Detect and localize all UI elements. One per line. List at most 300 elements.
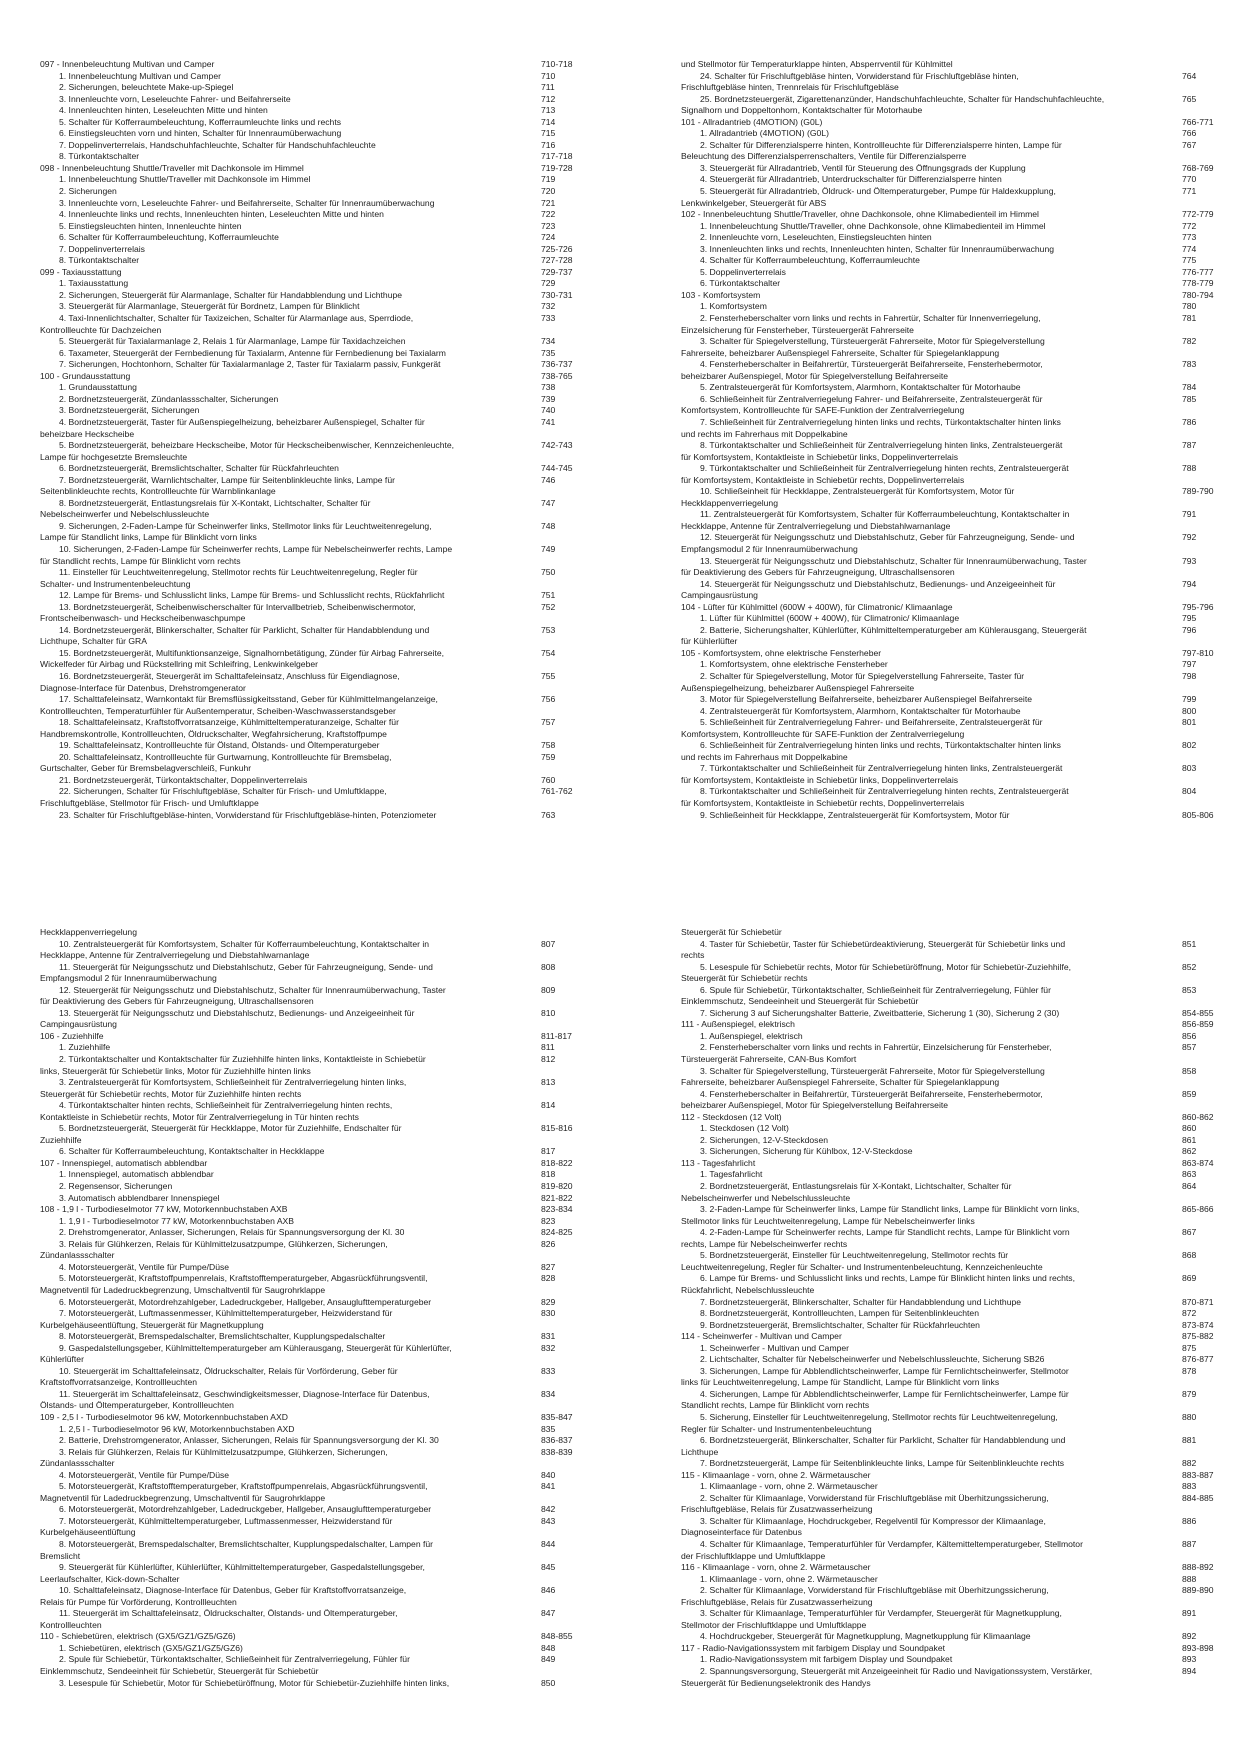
index-page-number: 873-874: [1182, 1319, 1214, 1330]
index-entry: [681, 267, 1226, 279]
index-entry-title: 13. Bordnetzsteuergerät, Scheibenwischerschalter für Intervallbetrieb, Scheibenwischermotor,: [59, 601, 416, 612]
index-section-heading: [681, 602, 1226, 614]
index-entry-continuation: [40, 1019, 585, 1031]
index-entry: [40, 221, 585, 233]
index-entry-continuation: [40, 486, 585, 498]
index-page-number: 742-743: [541, 440, 573, 451]
index-page-number: 773: [1182, 232, 1197, 243]
index-entry-title: 2. Bordnetzsteuergerät, Entlastungsrelais für X-Kontakt, Lichtschalter, Schalter für: [700, 1181, 1012, 1192]
index-entry-title: 1. Zuziehhilfe: [59, 1042, 111, 1053]
index-entry-continuation: [681, 325, 1226, 337]
index-entry: [40, 1447, 585, 1459]
index-page-number: 841: [541, 1481, 556, 1492]
index-page-number: 781: [1182, 313, 1197, 324]
index-page-number: 830: [541, 1308, 556, 1319]
index-entry: [681, 1169, 1226, 1181]
index-entry-title: 1. Scheinwerfer - Multivan und Camper: [700, 1342, 850, 1353]
index-entry: [40, 717, 585, 729]
index-entry-title: 1. Tagesfahrlicht: [700, 1169, 763, 1180]
index-entry-title: 17. Schalttafeleinsatz, Warnkontakt für Bremsflüssigkeitsstand, Geber für Kühlmittelmangelanzeige,: [59, 694, 438, 705]
index-section-heading: [681, 209, 1226, 221]
index-entry: [681, 359, 1226, 371]
index-page-number: 844: [541, 1538, 556, 1549]
index-page-number: 738: [541, 382, 556, 393]
index-entry-title: 4. Schalter für Kofferraumbeleuchtung, Kofferraumleuchte: [700, 255, 920, 266]
index-entry-continuation: [40, 950, 585, 962]
index-page-number: 819-820: [541, 1181, 573, 1192]
index-entry-title: 117 - Radio-Navigationssystem mit farbigem Display und Soundpaket: [681, 1642, 945, 1653]
index-entry-title: 11. Steuergerät für Neigungsschutz und Diebstahlschutz, Geber für Fahrzeugneigung, Sende- und: [59, 961, 433, 972]
index-entry-title: 10. Schließeinheit für Heckklappe, Zentralsteuergerät für Komfortsystem, Motor für: [700, 486, 1015, 497]
index-entry-title: beheizbarer Außenspiegel, Motor für Spiegelverstellung Beifahrerseite: [681, 370, 949, 381]
index-entry-continuation: [681, 1077, 1226, 1089]
index-page-number: 780-794: [1182, 289, 1214, 300]
index-entry-title: 5. Steuergerät für Taxialarmanlage 2, Relais 1 für Alarmanlage, Lampe für Taxidachzeichen: [59, 336, 406, 347]
index-entry: [40, 255, 585, 267]
index-entry: [40, 1608, 585, 1620]
index-entry-continuation: [40, 729, 585, 741]
index-page-number: 720: [541, 186, 556, 197]
index-entry-title: 2. Batterie, Sicherungshalter, Kühlerlüfter, Kühlmitteltemperaturgeber am Kühlerausgang, Steuergerät: [700, 624, 1087, 635]
index-page-number: 858: [1182, 1065, 1197, 1076]
index-page-number: 744-745: [541, 463, 573, 474]
index-entry-title: 5. Schalter für Kofferraumbeleuchtung, Kofferraumleuchte links und rechts: [59, 116, 341, 127]
index-page-number: 867: [1182, 1227, 1197, 1238]
index-entry: [40, 1239, 585, 1251]
index-section-heading: [681, 1158, 1226, 1170]
index-entry: [681, 613, 1226, 625]
index-page-number: 845: [541, 1562, 556, 1573]
index-entry-continuation: [40, 659, 585, 671]
index-entry-continuation: [40, 613, 585, 625]
index-page-number: 893-898: [1182, 1642, 1214, 1653]
index-page-number: 892: [1182, 1631, 1197, 1642]
index-entry-title: 9. Gaspedalstellungsgeber, Kühlmitteltemperaturgeber am Kühlerausgang, Steuergerät für Kühlerlüfter,: [59, 1342, 452, 1353]
index-column-top-right: [681, 59, 1226, 821]
index-entry: [40, 775, 585, 787]
index-page-number: 882: [1182, 1458, 1197, 1469]
index-page-number: 857: [1182, 1042, 1197, 1053]
index-entry-title: 6. Schalter für Kofferraumbeleuchtung, Kontaktschalter in Heckklappe: [59, 1146, 325, 1157]
index-entry: [40, 71, 585, 83]
index-entry-title: 5. Steuergerät für Allradantrieb, Öldruck- und Öltemperaturgeber, Pumpe für Haldexkupplung,: [700, 186, 1056, 197]
index-entry-continuation: [40, 1527, 585, 1539]
index-entry: [681, 1042, 1226, 1054]
index-entry-title: 2. Spule für Schiebetür, Türkontaktschalter, Schließeinheit für Zentralverriegelung, Fühler für: [59, 1654, 410, 1665]
index-entry: [40, 1643, 585, 1655]
index-page-number: 835-847: [541, 1411, 573, 1422]
index-page-number: 784: [1182, 382, 1197, 393]
index-entry-continuation: [681, 996, 1226, 1008]
index-entry-title: Außenspiegelheizung, beheizbarer Außenspiegel Fahrerseite: [681, 682, 915, 693]
index-column-bottom-right: [681, 927, 1226, 1689]
index-entry-title: und rechts im Fahrerhaus mit Doppelkabine: [681, 428, 848, 439]
index-page-number: 807: [541, 938, 556, 949]
index-entry-title: 1. Taxiausstattung: [59, 278, 129, 289]
index-entry: [681, 1631, 1226, 1643]
index-entry: [681, 556, 1226, 568]
index-entry-title: 7. Sicherungen, Hochtonhorn, Schalter für Taxialarmanlage 2, Taster für Taxialarm passiv, Funkgerät: [59, 359, 441, 370]
index-entry-title: 113 - Tagesfahrlicht: [681, 1157, 756, 1168]
index-entry-continuation: [681, 950, 1226, 962]
index-page-number: 748: [541, 520, 556, 531]
index-entry-title: Komfortsystem, Kontrollleuchte für SAFE-Funktion der Zentralverriegelung: [681, 405, 965, 416]
index-page-number: 756: [541, 694, 556, 705]
index-entry-title: 7. Motorsteuergerät, Kühlmitteltemperaturgeber, Luftmassenmesser, Heizwiderstand für: [59, 1515, 393, 1526]
index-entry-continuation: [40, 509, 585, 521]
index-entry: [40, 405, 585, 417]
index-entry: [40, 962, 585, 974]
index-page-number: 740: [541, 405, 556, 416]
index-page-number: 804: [1182, 786, 1197, 797]
index-entry-title: 6. Schalter für Kofferraumbeleuchtung, Kofferraumleuchte: [59, 232, 279, 243]
index-entry: [681, 706, 1226, 718]
index-entry: [40, 1273, 585, 1285]
index-entry: [40, 1654, 585, 1666]
index-entry-title: Kurbelgehäuseentlüftung: [40, 1527, 136, 1538]
index-entry-title: für Kühlerlüfter: [681, 636, 738, 647]
index-entry-title: 21. Bordnetzsteuergerät, Türkontaktschalter, Doppelinverterrelais: [59, 774, 308, 785]
index-entry-title: 12. Steuergerät für Neigungsschutz und Diebstahlschutz, Schalter für Innenraumüberwachung, Taster: [59, 984, 446, 995]
index-entry-title: Heckklappe, Antenne für Zentralverriegelung und Diebstahlwarnanlage: [681, 520, 951, 531]
index-entry: [681, 962, 1226, 974]
index-entry-title: 7. Sicherung 3 auf Sicherungshalter Batterie, Zweitbatterie, Sicherung 1 (30), Sicherung 2 (30): [700, 1007, 1060, 1018]
index-page-number: 759: [541, 751, 556, 762]
index-entry-title: Leuchtweitenregelung, Regler für Schalter- und Instrumentenbeleuchtung, Kennzeichenleuchte: [681, 1261, 1043, 1272]
index-entry-title: Heckklappenverriegelung: [40, 927, 137, 937]
index-entry: [40, 1193, 585, 1205]
index-page-number: 710: [541, 70, 556, 81]
index-entry-continuation: [681, 1527, 1226, 1539]
index-entry: [681, 336, 1226, 348]
index-page-number: 719-728: [541, 162, 573, 173]
index-entry-continuation: [681, 1424, 1226, 1436]
index-entry: [681, 1031, 1226, 1043]
index-entry: [681, 94, 1226, 106]
index-entry-title: 1. Grundausstattung: [59, 382, 137, 393]
index-entry: [681, 1135, 1226, 1147]
index-page-number: 842: [541, 1504, 556, 1515]
index-page-number: 719: [541, 174, 556, 185]
index-entry-continuation: [681, 475, 1226, 487]
index-page-number: 721: [541, 197, 556, 208]
index-entry-title: Kühlerlüfter: [40, 1354, 84, 1365]
index-entry-title: Kurbelgehäuseentlüftung, Steuergerät für Magnetkupplung: [40, 1319, 264, 1330]
index-entry-title: Lichthupe: [681, 1446, 719, 1457]
index-page-number: 747: [541, 497, 556, 508]
index-entry-title: 2. Schalter für Klimaanlage, Vorwiderstand für Frischluftgebläse mit Überhitzungssicherung,: [700, 1585, 1049, 1596]
index-entry-continuation: [40, 1458, 585, 1470]
index-section-heading: [40, 1412, 585, 1424]
index-entry-title: 5. Bordnetzsteuergerät, beheizbare Heckscheibe, Motor für Heckscheibenwischer, Kennzeichenleuchte,: [59, 440, 455, 451]
index-entry-continuation: [681, 636, 1226, 648]
index-entry-title: Stellmotor der Frischluftklappe und Umluftklappe: [681, 1619, 867, 1630]
index-entry-title: 6. Lampe für Brems- und Schlusslicht links und rechts, Lampe für Blinklicht hinten links und rechts,: [700, 1273, 1075, 1284]
index-entry-title: für Komfortsystem, Kontaktleiste in Schiebetür rechts, Doppelinverterrelais: [681, 798, 965, 808]
index-page-number: 814: [541, 1100, 556, 1111]
index-entry-title: 1. Komfortsystem: [700, 301, 767, 312]
index-page-number: 863: [1182, 1169, 1197, 1180]
index-entry-title: 3. Innenleuchten links und rechts, Innenleuchten hinten, Schalter für Innenraumüberwachung: [700, 243, 1055, 254]
index-entry-title: 8. Türkontaktschalter und Schließeinheit für Zentralverriegelung hinten links, Zentralsteuergerät: [700, 440, 1063, 451]
index-entry-title: 2. Schalter für Klimaanlage, Vorwiderstand für Frischluftgebläse mit Überhitzungssicherung,: [700, 1492, 1049, 1503]
index-page-number: 852: [1182, 961, 1197, 972]
index-entry: [681, 1366, 1226, 1378]
index-entry-continuation: [681, 1504, 1226, 1516]
index-entry-continuation: [40, 1493, 585, 1505]
index-entry-title: 1. Komfortsystem, ohne elektrische Fensterheber: [700, 659, 888, 670]
index-entry-title: für Komfortsystem, Kontaktleiste in Schiebetür links, Doppelinverterrelais: [681, 451, 959, 462]
index-page-number: 732: [541, 301, 556, 312]
index-entry-title: Komfortsystem, Kontrollleuchte für SAFE-Funktion der Zentralverriegelung: [681, 728, 965, 739]
index-entry-title: Einklemmschutz, Sendeeinheit für Schiebetür, Steuergerät für Schiebetür: [40, 1666, 319, 1676]
index-entry: [681, 1089, 1226, 1101]
index-page-number: 846: [541, 1585, 556, 1596]
index-entry-title: 2. Regensensor, Sicherungen: [59, 1181, 173, 1192]
index-page-number: 782: [1182, 336, 1197, 347]
index-entry-title: 1. Innenbeleuchtung Multivan und Camper: [59, 70, 221, 81]
index-entry: [681, 1343, 1226, 1355]
index-entry-title: 7. Motorsteuergerät, Luftmassenmesser, Kühlmitteltemperaturgeber, Heizwiderstand für: [59, 1308, 393, 1319]
index-page-number: 888: [1182, 1573, 1197, 1584]
index-entry-title: 8. Türkontaktschalter: [59, 255, 140, 266]
index-entry: [681, 671, 1226, 683]
index-page-number: 733: [541, 313, 556, 324]
index-page-number: 803: [1182, 763, 1197, 774]
index-entry-title: 2. Sicherungen, beleuchtete Make-up-Spiegel: [59, 82, 234, 93]
index-entry-title: Kontrollleuchte für Dachzeichen: [40, 324, 162, 335]
index-entry-continuation: [40, 636, 585, 648]
index-entry: [40, 244, 585, 256]
index-entry: [40, 786, 585, 798]
index-entry-title: 4. Innenleuchte links und rechts, Innenleuchten hinten, Leseleuchten Mitte und hinten: [59, 209, 384, 220]
index-entry: [40, 440, 585, 452]
index-entry: [681, 1297, 1226, 1309]
index-entry-continuation: [681, 1400, 1226, 1412]
index-entry-title: 105 - Komfortsystem, ohne elektrische Fensterheber: [681, 647, 882, 658]
index-page-number: 809: [541, 984, 556, 995]
index-entry: [681, 1539, 1226, 1551]
index-page-number: 797-810: [1182, 647, 1214, 658]
index-section-heading: [40, 59, 585, 71]
index-page-number: 869: [1182, 1273, 1197, 1284]
index-entry-title: 4. Motorsteuergerät, Ventile für Pumpe/Düse: [59, 1261, 230, 1272]
index-entry-title: 1. Allradantrieb (4MOTION) (G0L): [700, 128, 829, 139]
index-entry-title: 2. Fensterheberschalter vorn links und rechts in Fahrertür, Schalter für Innenverriegelung,: [700, 313, 1041, 324]
index-entry-title: Leerlaufschalter, Kick-down-Schalter: [40, 1573, 180, 1584]
index-entry-title: 1. Steckdosen (12 Volt): [700, 1123, 789, 1134]
index-page-number: 766: [1182, 128, 1197, 139]
index-entry-title: Magnetventil für Ladedruckbegrenzung, Umschaltventil für Saugrohrklappe: [40, 1284, 326, 1295]
index-entry-title: 11. Einsteller für Leuchtweitenregelung, Stellmotor rechts für Leuchtweitenregelung, Regler für: [59, 567, 418, 578]
index-entry: [40, 1504, 585, 1516]
index-entry-title: 3. Innenleuchte vorn, Leseleuchte Fahrer- und Beifahrerseite: [59, 93, 291, 104]
index-entry-title: 10. Sicherungen, 2-Faden-Lampe für Scheinwerfer rechts, Lampe für Nebelscheinwerfer rechts, Lampe: [59, 543, 453, 554]
index-page-number: 788: [1182, 463, 1197, 474]
index-entry: [681, 532, 1226, 544]
index-page-number: 785: [1182, 393, 1197, 404]
index-page-number: 856: [1182, 1030, 1197, 1041]
index-entry-title: 1. Innenbeleuchtung Shuttle/Traveller, ohne Dachkonsole, ohne Klimabedienteil im Himmel: [700, 220, 1046, 231]
index-entry-title: 1. Radio-Navigationssystem mit farbigem Display und Soundpaket: [700, 1654, 953, 1665]
index-entry-title: Einklemmschutz, Sendeeinheit und Steuergerät für Schiebetür: [681, 996, 919, 1007]
index-entry-title: 1. 2,5 l - Turbodieselmotor 96 kW, Motorkennbuchstaben AXD: [59, 1423, 295, 1434]
index-entry-title: Ölstands- und Öltemperaturgeber, Kontrollleuchten: [40, 1400, 234, 1411]
index-entry-title: 3. 2-Faden-Lampe für Scheinwerfer links, Lampe für Standlicht links, Lampe für Blinklicht vorn links,: [700, 1204, 1080, 1215]
index-entry-title: Rückfahrlicht, Nebelschlussleuchte: [681, 1284, 815, 1295]
index-page-number: 831: [541, 1331, 556, 1342]
index-page-number: 864: [1182, 1181, 1197, 1192]
index-entry: [40, 1227, 585, 1239]
index-entry-title: 7. Doppelinverterrelais, Handschuhfachleuchte, Schalter für Handschuhfachleuchte: [59, 139, 376, 150]
index-entry: [40, 105, 585, 117]
index-entry-title: Steuergerät für Bedienungselektronik des Handys: [681, 1677, 871, 1688]
index-page-number: 780: [1182, 301, 1197, 312]
index-page-number: 861: [1182, 1134, 1197, 1145]
index-entry-continuation: [40, 1666, 585, 1678]
index-entry-continuation: [40, 1250, 585, 1262]
index-page-number: 774: [1182, 243, 1197, 254]
index-entry-title: Magnetventil für Ladedruckbegrenzung, Umschaltventil für Saugrohrklappe: [40, 1492, 326, 1503]
index-page-number: 766-771: [1182, 116, 1214, 127]
index-entry-continuation: [40, 798, 585, 810]
index-entry-title: Fahrerseite, beheizbarer Außenspiegel Fahrerseite, Schalter für Spiegelanklappung: [681, 347, 1000, 358]
index-entry-title: 9. Steuergerät für Kühlerlüfter, Kühlerlüfter, Kühlmitteltemperaturgeber, Gaspedalstellungsgeber,: [59, 1562, 425, 1573]
index-entry: [40, 1516, 585, 1528]
index-page-number: 859: [1182, 1088, 1197, 1099]
index-entry-title: 4. Schalter für Klimaanlage, Temperaturfühler für Verdampfer, Kältemitteltemperaturgeber, Stellmotor: [700, 1538, 1083, 1549]
index-entry-continuation: [40, 1112, 585, 1124]
index-page-number: 860: [1182, 1123, 1197, 1134]
index-entry-title: 4. Innenleuchten hinten, Leseleuchten Mitte und hinten: [59, 105, 268, 116]
index-entry: [40, 985, 585, 997]
index-entry-continuation: [40, 763, 585, 775]
index-page-number: 754: [541, 647, 556, 658]
index-entry-continuation: [681, 1262, 1226, 1274]
index-entry: [40, 1216, 585, 1228]
index-entry-continuation: [40, 452, 585, 464]
index-page-number: 724: [541, 232, 556, 243]
index-page-number: 836-837: [541, 1435, 573, 1446]
index-entry-title: Fahrerseite, beheizbarer Außenspiegel Fahrerseite, Schalter für Spiegelanklappung: [681, 1077, 1000, 1088]
index-entry-continuation: [681, 452, 1226, 464]
index-section-heading: [681, 1562, 1226, 1574]
index-entry-title: 2. Innenleuchte vorn, Leseleuchten, Einstiegsleuchten hinten: [700, 232, 932, 243]
index-entry-title: 2. Sicherungen: [59, 186, 117, 197]
index-page-number: 714: [541, 116, 556, 127]
index-entry-title: 097 - Innenbeleuchtung Multivan und Camper: [40, 59, 215, 69]
index-entry: [681, 717, 1226, 729]
index-page-number: 772-779: [1182, 209, 1214, 220]
index-entry: [681, 1654, 1226, 1666]
index-entry-continuation: [40, 1066, 585, 1078]
index-entry-title: 102 - Innenbeleuchtung Shuttle/Traveller, ohne Dachkonsole, ohne Klimabedienteil im Himmel: [681, 209, 1039, 220]
index-entry-title: 6. Türkontaktschalter: [700, 278, 781, 289]
index-entry-title: und Stellmotor für Temperaturklappe hinten, Absperrventil für Kühlmittel: [681, 59, 953, 69]
index-entry: [40, 498, 585, 510]
index-entry-continuation: [681, 927, 1226, 939]
index-entry-title: rechts: [681, 950, 705, 961]
index-entry-continuation: [40, 1400, 585, 1412]
index-entry: [40, 1539, 585, 1551]
index-entry-title: 19. Schalttafeleinsatz, Kontrollleuchte für Ölstand, Ölstands- und Öltemperaturgeber: [59, 740, 380, 751]
index-section-heading: [681, 1643, 1226, 1655]
index-entry-continuation: [40, 325, 585, 337]
index-entry: [40, 1169, 585, 1181]
index-entry: [681, 71, 1226, 83]
index-entry: [681, 740, 1226, 752]
index-page-number: 886: [1182, 1515, 1197, 1526]
index-entry-title: 4. Taster für Schiebetür, Taster für Schiebetürdeaktivierung, Steuergerät für Schiebetür links und: [700, 938, 1066, 949]
index-entry-title: Empfangsmodul 2 für Innenraumüberwachung: [40, 973, 217, 984]
index-entry-title: 2. Spannungsversorgung, Steuergerät mit Anzeigeeinheit für Radio und Navigationssystem, Verstärker,: [700, 1666, 1093, 1676]
index-page-number: 838-839: [541, 1446, 573, 1457]
index-page-number: 753: [541, 624, 556, 635]
index-page-number: 891: [1182, 1608, 1197, 1619]
index-entry-title: 7. Bordnetzsteuergerät, Warnlichtschalter, Lampe für Seitenblinkleuchte links, Lampe für: [59, 474, 395, 485]
index-page-number: 835: [541, 1423, 556, 1434]
index-page-number: 792: [1182, 532, 1197, 543]
index-entry-title: Regler für Schalter- und Instrumentenbeleuchtung: [681, 1423, 872, 1434]
index-page-number: 787: [1182, 440, 1197, 451]
index-entry-title: beheizbare Heckscheibe: [40, 428, 135, 439]
index-entry-title: Gurtschalter, Geber für Bremsbelagverschleiß, Funkuhr: [40, 763, 252, 774]
index-entry: [40, 1146, 585, 1158]
index-entry-title: 1. Schiebetüren, elektrisch (GX5/GZ1/GZ5/GZ6): [59, 1642, 243, 1653]
index-page-number: 749: [541, 543, 556, 554]
index-entry-title: 100 - Grundausstattung: [40, 370, 131, 381]
index-entry-title: beheizbarer Außenspiegel, Motor für Spiegelverstellung Beifahrerseite: [681, 1100, 949, 1111]
index-page-number: 713: [541, 105, 556, 116]
index-page-number: 793: [1182, 555, 1197, 566]
index-entry-continuation: [40, 1551, 585, 1563]
index-entry: [40, 151, 585, 163]
index-page-number: 827: [541, 1261, 556, 1272]
index-page-number: 881: [1182, 1435, 1197, 1446]
index-entry: [40, 590, 585, 602]
index-entry-title: 22. Sicherungen, Schalter für Frischluftgebläse, Schalter für Frisch- und Umluftklappe,: [59, 786, 387, 797]
index-page-number: 817: [541, 1146, 556, 1157]
index-entry: [40, 186, 585, 198]
index-entry-continuation: [681, 1597, 1226, 1609]
index-page-number: 810: [541, 1007, 556, 1018]
index-page-number: 850: [541, 1677, 556, 1688]
index-page-number: 725-726: [541, 243, 573, 254]
index-entry-title: Campingausrüstung: [681, 590, 758, 601]
index-entry-title: 115 - Klimaanlage - vorn, ohne 2. Wärmetauscher: [681, 1469, 871, 1480]
index-entry-title: Frischluftgebläse, Relais für Zusatzwasserheizung: [681, 1504, 873, 1515]
index-entry-title: 20. Schalttafeleinsatz, Kontrollleuchte für Gurtwarnung, Kontrollleuchte für Bremsbelag,: [59, 751, 392, 762]
index-entry: [681, 221, 1226, 233]
index-entry-title: für Komfortsystem, Kontaktleiste in Schiebetür rechts, Doppelinverterrelais: [681, 474, 965, 485]
index-page-number: 798: [1182, 670, 1197, 681]
index-entry-continuation: [681, 1620, 1226, 1632]
index-entry: [40, 382, 585, 394]
index-page-number: 783: [1182, 359, 1197, 370]
index-page-number: 821-822: [541, 1192, 573, 1203]
index-page-number: 764: [1182, 70, 1197, 81]
index-entry-title: 1. 1,9 l - Turbodieselmotor 77 kW, Motorkennbuchstaben AXB: [59, 1215, 295, 1226]
index-entry-title: 5. Motorsteuergerät, Kraftstoffpumpenrelais, Kraftstofftemperaturgeber, Abgasrückführungsventil,: [59, 1273, 428, 1284]
index-page-number: 875-882: [1182, 1331, 1214, 1342]
index-entry: [681, 1493, 1226, 1505]
index-entry: [681, 1412, 1226, 1424]
index-entry: [681, 1066, 1226, 1078]
index-section-heading: [681, 117, 1226, 129]
index-page-number: 808: [541, 961, 556, 972]
index-entry-title: Türsteuergerät Fahrerseite, CAN-Bus Komfort: [681, 1054, 857, 1065]
index-entry-title: 3. Sicherungen, Lampe für Abblendlichtscheinwerfer, Lampe für Fernlichtscheinwerfer, Stellmotor: [700, 1365, 1069, 1376]
